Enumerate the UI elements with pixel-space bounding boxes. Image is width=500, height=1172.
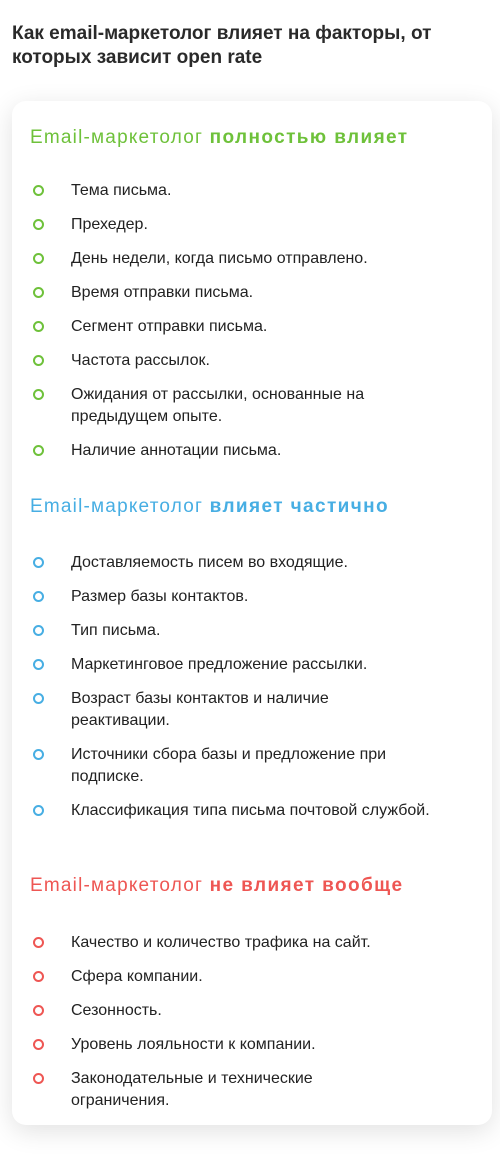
circle-bullet-icon <box>33 1039 44 1050</box>
list-item <box>30 744 451 788</box>
section-partial-influence <box>30 495 485 834</box>
list-item <box>30 248 485 270</box>
list-item-text: Наличие аннотации письма. <box>71 442 282 459</box>
factor-list <box>30 552 485 822</box>
list-item-text: Частота рассылок. <box>71 352 210 369</box>
list-item <box>30 316 485 338</box>
circle-bullet-icon <box>33 287 44 298</box>
list-item-text: Размер базы контактов. <box>71 588 249 605</box>
list-item <box>30 800 431 822</box>
circle-bullet-icon <box>33 445 44 456</box>
section-title-emphasis: не влияет вообще <box>209 875 404 896</box>
list-item <box>30 586 485 608</box>
circle-bullet-icon <box>33 355 44 366</box>
list-item-text: Классификация типа письма почтовой службой. <box>71 802 430 819</box>
factor-list <box>30 932 485 1112</box>
circle-bullet-icon <box>33 693 44 704</box>
list-item <box>30 180 485 202</box>
section-title-emphasis: полностью влияет <box>209 127 409 148</box>
list-item-text: Уровень лояльности к компании. <box>71 1036 316 1053</box>
list-item <box>30 1068 401 1112</box>
circle-bullet-icon <box>33 253 44 264</box>
list-item-text: Доставляемость писем во входящие. <box>71 554 348 571</box>
list-item-text: Маркетинговое предложение рассылки. <box>71 656 368 673</box>
list-item-text: Тип письма. <box>71 622 161 639</box>
page-title: Как email-маркетолог влияет на факторы, от которых зависит open rate <box>12 23 432 68</box>
list-item-text: Тема письма. <box>71 182 172 199</box>
list-item <box>30 440 485 462</box>
list-item <box>30 654 485 676</box>
circle-bullet-icon <box>33 749 44 760</box>
circle-bullet-icon <box>33 591 44 602</box>
section-title-prefix: Email-маркетолог <box>30 127 204 148</box>
circle-bullet-icon <box>33 321 44 332</box>
list-item <box>30 688 371 732</box>
list-item-text: Прехедер. <box>71 216 148 233</box>
list-item <box>30 932 485 954</box>
section-no-influence <box>30 874 485 1124</box>
section-title-emphasis: влияет частично <box>209 496 390 517</box>
list-item-text: Источники сбора базы и предложение при подписке. <box>71 746 387 785</box>
list-item <box>30 1034 485 1056</box>
circle-bullet-icon <box>33 1005 44 1016</box>
circle-bullet-icon <box>33 805 44 816</box>
factors-card <box>12 101 492 1125</box>
list-item <box>30 214 485 236</box>
circle-bullet-icon <box>33 659 44 670</box>
circle-bullet-icon <box>33 971 44 982</box>
circle-bullet-icon <box>33 185 44 196</box>
circle-bullet-icon <box>33 937 44 948</box>
circle-bullet-icon <box>33 1073 44 1084</box>
list-item-text: Время отправки письма. <box>71 284 254 301</box>
list-item-text: Качество и количество трафика на сайт. <box>71 934 371 951</box>
list-item-text: День недели, когда письмо отправлено. <box>71 250 368 267</box>
section-full-influence <box>30 126 485 474</box>
list-item-text: Ожидания от рассылки, основанные на предыдущем опыте. <box>71 386 365 425</box>
list-item <box>30 384 371 428</box>
section-title-prefix: Email-маркетолог <box>30 496 204 517</box>
section-title-prefix: Email-маркетолог <box>30 875 204 896</box>
section-title <box>30 126 485 150</box>
factor-list <box>30 180 485 462</box>
list-item <box>30 552 485 574</box>
list-item <box>30 350 485 372</box>
list-item-text: Возраст базы контактов и наличие реактивации. <box>71 690 329 729</box>
list-item <box>30 620 485 642</box>
list-item-text: Сезонность. <box>71 1002 162 1019</box>
circle-bullet-icon <box>33 557 44 568</box>
list-item <box>30 282 485 304</box>
list-item-text: Сегмент отправки письма. <box>71 318 268 335</box>
circle-bullet-icon <box>33 625 44 636</box>
list-item <box>30 966 485 988</box>
circle-bullet-icon <box>33 389 44 400</box>
section-title <box>30 495 485 519</box>
list-item-text: Законодательные и технические ограничения. <box>71 1070 313 1109</box>
list-item <box>30 1000 485 1022</box>
list-item-text: Сфера компании. <box>71 968 203 985</box>
circle-bullet-icon <box>33 219 44 230</box>
section-title <box>30 874 485 898</box>
